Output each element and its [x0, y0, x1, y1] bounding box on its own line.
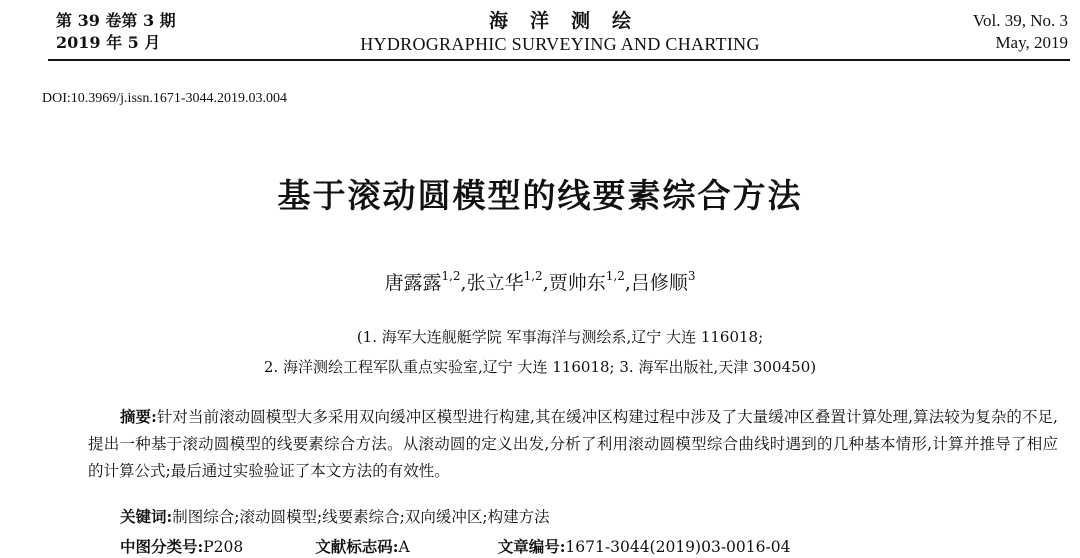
issue-info-english	[973, 10, 1068, 54]
article-number-label: 文章编号:	[497, 537, 566, 556]
abstract-label: 摘要:	[120, 407, 157, 426]
author-name: 贾帅东	[548, 272, 606, 294]
header-rule	[48, 59, 1070, 61]
author-list	[0, 268, 1080, 298]
article-number	[498, 536, 791, 558]
keywords-label: 关键词:	[120, 507, 173, 526]
author-separator: ,	[460, 272, 467, 294]
journal-name	[300, 9, 820, 55]
clc-label: 中图分类号:	[120, 537, 204, 556]
clc-value: P208	[203, 538, 244, 556]
author-name: 唐露露	[384, 272, 442, 294]
issue-date: 2019 年 5 月	[56, 33, 161, 52]
affiliation-line: (1. 海军大连舰艇学院 军事海洋与测绘系,辽宁 大连 116018;	[356, 328, 764, 346]
issue-info	[56, 10, 176, 54]
document-code-value: A	[398, 538, 410, 556]
author-separator: ,	[624, 272, 631, 294]
affiliation-line: 2. 海洋测绘工程军队重点实验室,辽宁 大连 116018; 3. 海军出版社,天津 300450)	[263, 358, 817, 376]
abstract-text: 针对当前滚动圆模型大多采用双向缓冲区模型进行构建,其在缓冲区构建过程中涉及了大量缓冲区叠置计算处理,算法较为复杂的不足,提出一种基于滚动圆模型的线要素综合方法。从滚动圆的定义出发,分析了利用滚动圆模型综合曲线时遇到的几种基本情形,计算并推导了相应的计算公式;最后通过实验验证了本文方法的有效性。	[88, 408, 1058, 480]
keywords	[120, 506, 550, 528]
abstract	[88, 403, 1058, 485]
author-separator: ,	[542, 272, 549, 294]
author-affiliation-mark: 1,2	[605, 269, 625, 283]
volume-issue: 第 39 卷第 3 期	[56, 11, 176, 30]
document-code	[315, 536, 409, 558]
clc-number	[120, 536, 243, 558]
author-affiliation-mark: 1,2	[523, 269, 543, 283]
journal-name-chinese: 海洋测绘	[488, 10, 653, 32]
issue-date-english: May, 2019	[995, 33, 1068, 52]
classification-line	[120, 536, 790, 558]
author-affiliation-mark: 1,2	[441, 269, 461, 283]
author-name: 吕修顺	[630, 272, 688, 294]
keywords-text: 制图综合;滚动圆模型;线要素综合;双向缓冲区;构建方法	[172, 508, 550, 526]
paper-title: 基于滚动圆模型的线要素综合方法	[277, 176, 803, 215]
journal-name-english: HYDROGRAPHIC SURVEYING AND CHARTING	[360, 34, 760, 54]
doi: DOI:10.3969/j.issn.1671-3044.2019.03.004	[42, 91, 287, 106]
volume-issue-english: Vol. 39, No. 3	[972, 11, 1068, 30]
author-affiliation-mark: 3	[687, 269, 696, 283]
author-name: 张立华	[466, 272, 524, 294]
document-code-label: 文献标志码:	[315, 537, 399, 556]
article-number-value: 1671-3044(2019)03-0016-04	[565, 538, 791, 556]
